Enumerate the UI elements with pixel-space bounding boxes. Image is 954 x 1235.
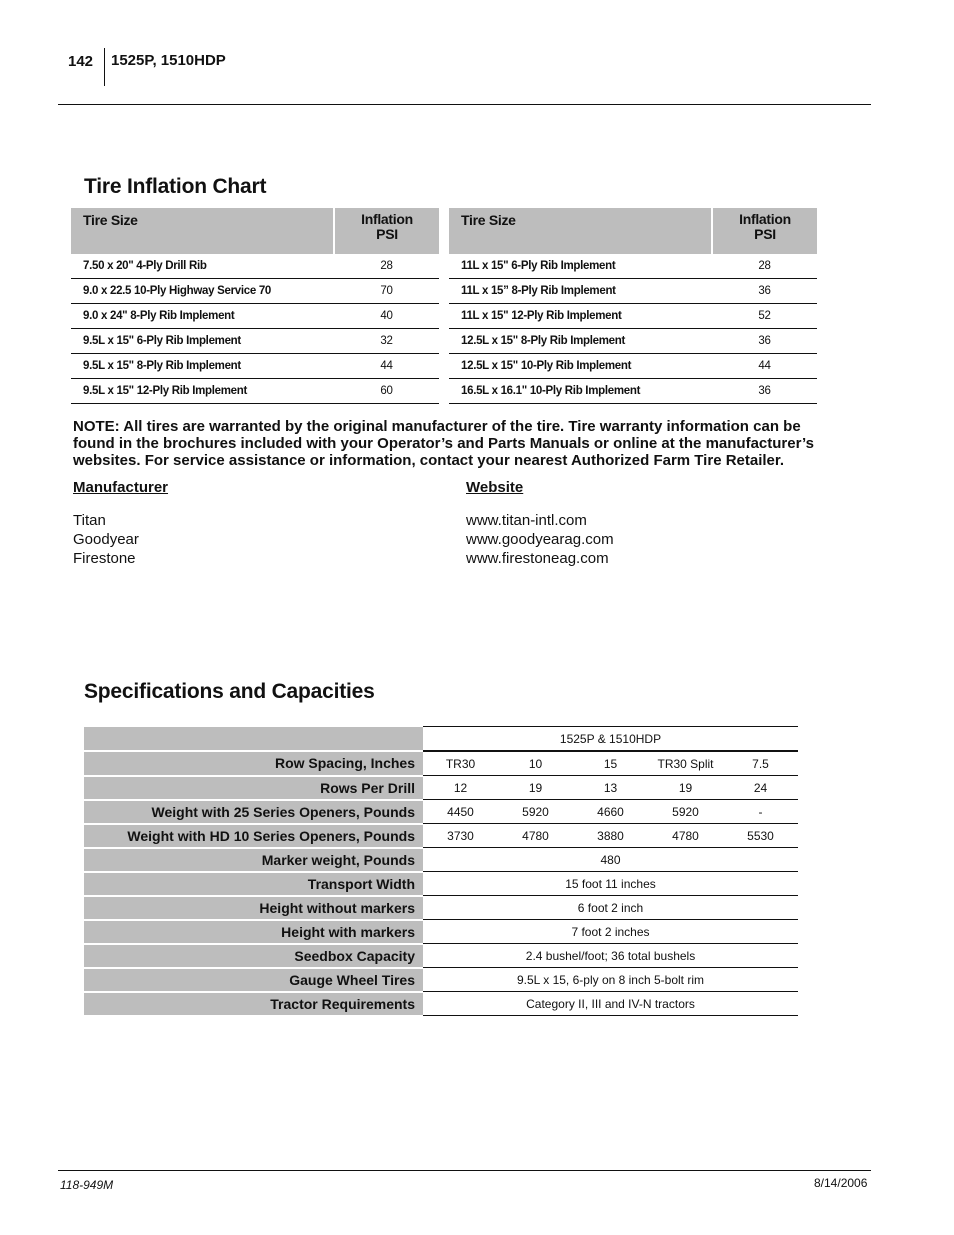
spec-row [84,896,798,920]
manufacturer-name: Titan [73,512,106,529]
spec-row [84,848,798,872]
tire-size-cell: 11L x 15" 12-Ply Rib Implement [449,304,712,329]
spec-row [84,944,798,968]
spec-label: Height with markers [84,920,423,944]
spec-label: Tractor Requirements [84,992,423,1016]
spec-value: 15 foot 11 inches [423,872,798,896]
spec-value: 4660 [573,800,648,824]
table-row [449,379,817,404]
manufacturer-list [73,511,139,568]
inflation-psi-cell: 28 [334,254,439,279]
table-row [449,304,817,329]
page-number: 142 [68,53,94,70]
spec-value: 4450 [423,800,498,824]
tire-size-cell: 11L x 15" 6-Ply Rib Implement [449,254,712,279]
spec-label: Rows Per Drill [84,776,423,800]
inflation-psi-cell: 36 [712,379,817,404]
inflation-psi-cell: 36 [712,279,817,304]
revision-date: 8/14/2006 [814,1176,868,1190]
spec-row [84,968,798,992]
website-list [466,511,614,568]
spec-label: Height without markers [84,896,423,920]
tire-size-cell: 11L x 15” 8-Ply Rib Implement [449,279,712,304]
inflation-psi-cell: 28 [712,254,817,279]
spec-label: Weight with HD 10 Series Openers, Pounds [84,824,423,848]
tire-size-cell: 12.5L x 15" 8-Ply Rib Implement [449,329,712,354]
doc-number: 118-949M [60,1178,114,1192]
spec-label: Marker weight, Pounds [84,848,423,872]
tire-table-header [449,208,817,254]
col-tire-size: Tire Size [71,208,334,254]
tire-size-cell: 9.5L x 15" 8-Ply Rib Implement [71,354,334,379]
inflation-psi-cell: 44 [712,354,817,379]
spec-row [84,751,798,776]
tire-size-cell: 9.0 x 24" 8-Ply Rib Implement [71,304,334,329]
tire-size-cell: 9.0 x 22.5 10-Ply Highway Service 70 [71,279,334,304]
spec-value: 19 [648,776,723,800]
inflation-psi-cell: 44 [334,354,439,379]
specs-header-row [84,727,798,752]
spec-value: 24 [723,776,798,800]
manufacturer-name: Firestone [73,550,136,567]
spec-row [84,920,798,944]
tire-size-cell: 12.5L x 15" 10-Ply Rib Implement [449,354,712,379]
col-inflation-psi: Inflation PSI [334,208,439,254]
spec-row [84,800,798,824]
table-row [71,379,439,404]
tire-table-left [71,208,439,404]
col-inflation-psi: Inflation PSI [712,208,817,254]
spec-value: 19 [498,776,573,800]
warranty-note: NOTE: All tires are warranted by the original manufacturer of the tire. Tire warranty information can be found in the brochures included with your Operator’s and Parts Manuals or online at the manufacturer’s websites. For service assistance or information, contact your nearest Authorized Farm Tire Retailer. [73,418,814,469]
spec-value: 2.4 bushel/foot; 36 total bushels [423,944,798,968]
manufacturer-website: www.firestoneag.com [466,550,609,567]
tire-size-cell: 16.5L x 16.1" 10-Ply Rib Implement [449,379,712,404]
tire-table-header [71,208,439,254]
tire-table-right [449,208,817,404]
table-row [71,254,439,279]
spec-label: Weight with 25 Series Openers, Pounds [84,800,423,824]
tire-chart-title: Tire Inflation Chart [84,175,267,198]
specs-title: Specifications and Capacities [84,680,375,703]
inflation-psi-cell: 32 [334,329,439,354]
spec-value: 4780 [648,824,723,848]
spec-value: 13 [573,776,648,800]
col-tire-size: Tire Size [449,208,712,254]
tire-size-cell: 9.5L x 15" 6-Ply Rib Implement [71,329,334,354]
spec-row [84,824,798,848]
spec-value: Category II, III and IV-N tractors [423,992,798,1016]
table-row [71,354,439,379]
spec-value: - [723,800,798,824]
inflation-psi-cell: 36 [712,329,817,354]
inflation-psi-cell: 40 [334,304,439,329]
spec-label: Row Spacing, Inches [84,751,423,776]
spec-value: 10 [498,751,573,776]
spec-value: 480 [423,848,798,872]
spec-value: 5920 [648,800,723,824]
table-row [71,279,439,304]
spec-value: 4780 [498,824,573,848]
table-row [449,329,817,354]
spec-value: 5530 [723,824,798,848]
manufacturer-website: www.titan-intl.com [466,512,587,529]
spec-value: 7.5 [723,751,798,776]
inflation-psi-cell: 70 [334,279,439,304]
table-row [449,279,817,304]
spec-value: 5920 [498,800,573,824]
inflation-psi-cell: 52 [712,304,817,329]
spec-value: TR30 Split [648,751,723,776]
table-row [449,354,817,379]
header-divider [104,48,105,86]
table-row [449,254,817,279]
document-title: 1525P, 1510HDP [111,52,226,69]
tire-size-cell: 9.5L x 15" 12-Ply Rib Implement [71,379,334,404]
spec-value: 3880 [573,824,648,848]
spec-label: Transport Width [84,872,423,896]
spec-value: 12 [423,776,498,800]
spec-value: 15 [573,751,648,776]
spec-value: TR30 [423,751,498,776]
spec-value: 7 foot 2 inches [423,920,798,944]
header-rule [58,104,871,105]
spec-row [84,992,798,1016]
spec-value: 9.5L x 15, 6-ply on 8 inch 5-bolt rim [423,968,798,992]
table-row [71,304,439,329]
spec-row [84,776,798,800]
spec-value: 6 foot 2 inch [423,896,798,920]
model-header: 1525P & 1510HDP [423,727,798,752]
manufacturer-heading: Manufacturer [73,479,169,496]
spec-value: 3730 [423,824,498,848]
specs-table [84,726,798,1017]
manufacturer-website: www.goodyearag.com [466,531,614,548]
table-row [71,329,439,354]
footer-rule [58,1170,871,1171]
spec-label: Seedbox Capacity [84,944,423,968]
tire-size-cell: 7.50 x 20" 4-Ply Drill Rib [71,254,334,279]
specs-header-blank [84,727,423,752]
website-heading: Website [466,479,524,496]
inflation-psi-cell: 60 [334,379,439,404]
spec-row [84,872,798,896]
spec-label: Gauge Wheel Tires [84,968,423,992]
manufacturer-name: Goodyear [73,531,139,548]
